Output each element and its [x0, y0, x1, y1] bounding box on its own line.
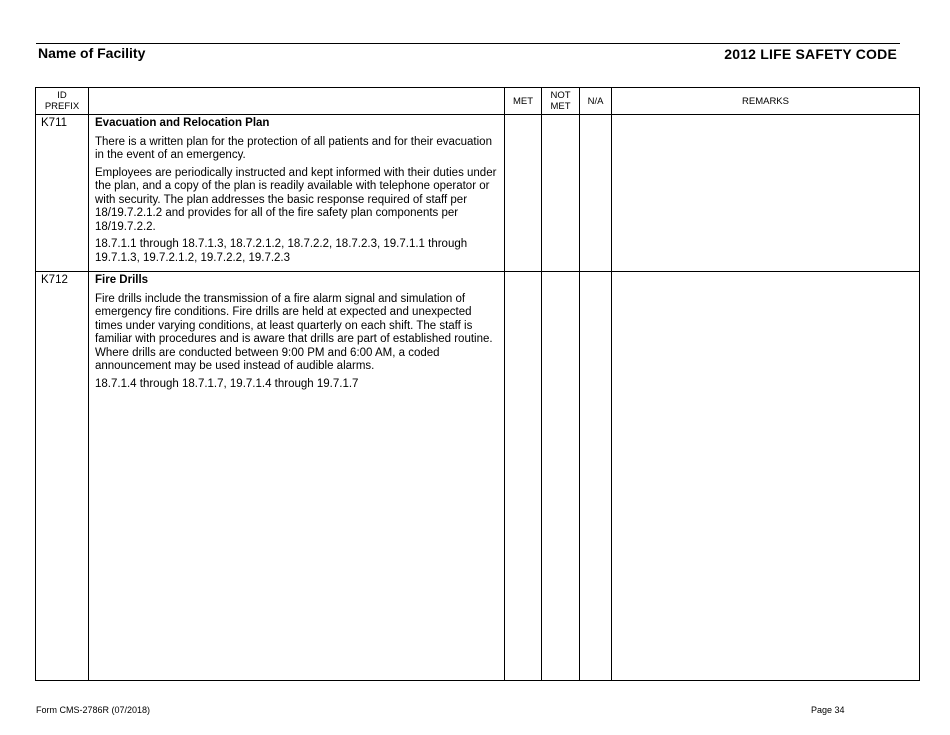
description-cell [89, 272, 505, 681]
na-checkbox-cell[interactable] [580, 115, 612, 272]
not-met-header-line1: NOT [550, 90, 571, 101]
item-title: Fire Drills [95, 274, 149, 286]
met-checkbox-cell[interactable] [505, 115, 542, 272]
item-references: 18.7.1.4 through 18.7.1.7, 19.7.1.4 through 19.7.1.7 [95, 377, 359, 390]
page-number: Page 34 [811, 705, 845, 715]
id-header-line1: ID [57, 90, 67, 101]
id-prefix-cell: K712 [36, 272, 89, 681]
code-title: 2012 LIFE SAFETY CODE [724, 46, 897, 62]
description-header [89, 88, 505, 115]
item-title: Evacuation and Relocation Plan [95, 117, 270, 129]
not-met-checkbox-cell[interactable] [542, 115, 580, 272]
not-met-header [542, 88, 580, 115]
remarks-field[interactable] [612, 115, 920, 272]
table-row [36, 272, 920, 681]
item-paragraph: Employees are periodically instructed and kept informed with their duties under the plan, and a copy of the plan is readily available with telephone operator or with security. The plan addresses the basic response required of staff per 18/19.7.2.1.2 and provides for all of the fire safety plan components per 18/19.7.2.2. [95, 166, 497, 233]
remarks-header: REMARKS [612, 88, 920, 115]
na-header: N/A [580, 88, 612, 115]
description-cell [89, 115, 505, 272]
id-header-line2: PREFIX [44, 101, 80, 112]
met-checkbox-cell[interactable] [505, 272, 542, 681]
facility-name-label: Name of Facility [38, 45, 146, 61]
not-met-header-line2: MET [550, 101, 571, 112]
table-row [36, 115, 920, 272]
table-header-row [36, 88, 920, 115]
item-paragraph: There is a written plan for the protection of all patients and for their evacuation in the event of an emergency. [95, 135, 492, 161]
met-header: MET [505, 88, 542, 115]
not-met-checkbox-cell[interactable] [542, 272, 580, 681]
item-paragraph: Fire drills include the transmission of a fire alarm signal and simulation of emergency fire conditions. Fire drills are held at expected and unexpected times under varying conditions, at least quarterly on each shift. The staff is familiar with procedures and is aware that drills are part of established routine. Where drills are conducted between 9:00 PM and 6:00 AM, a coded announcement may be used instead of audible alarms. [95, 292, 493, 372]
remarks-field[interactable] [612, 272, 920, 681]
item-references: 18.7.1.1 through 18.7.1.3, 18.7.2.1.2, 18.7.2.2, 18.7.2.3, 19.7.1.1 through 19.7.1.3, 19.7.2.1.2, 19.7.2.2, 19.7.2.3 [95, 238, 468, 264]
id-prefix-cell: K711 [36, 115, 89, 272]
header-rule [36, 43, 900, 44]
id-prefix-header [36, 88, 89, 115]
survey-table [35, 87, 920, 681]
na-checkbox-cell[interactable] [580, 272, 612, 681]
form-id: Form CMS-2786R (07/2018) [36, 705, 151, 715]
